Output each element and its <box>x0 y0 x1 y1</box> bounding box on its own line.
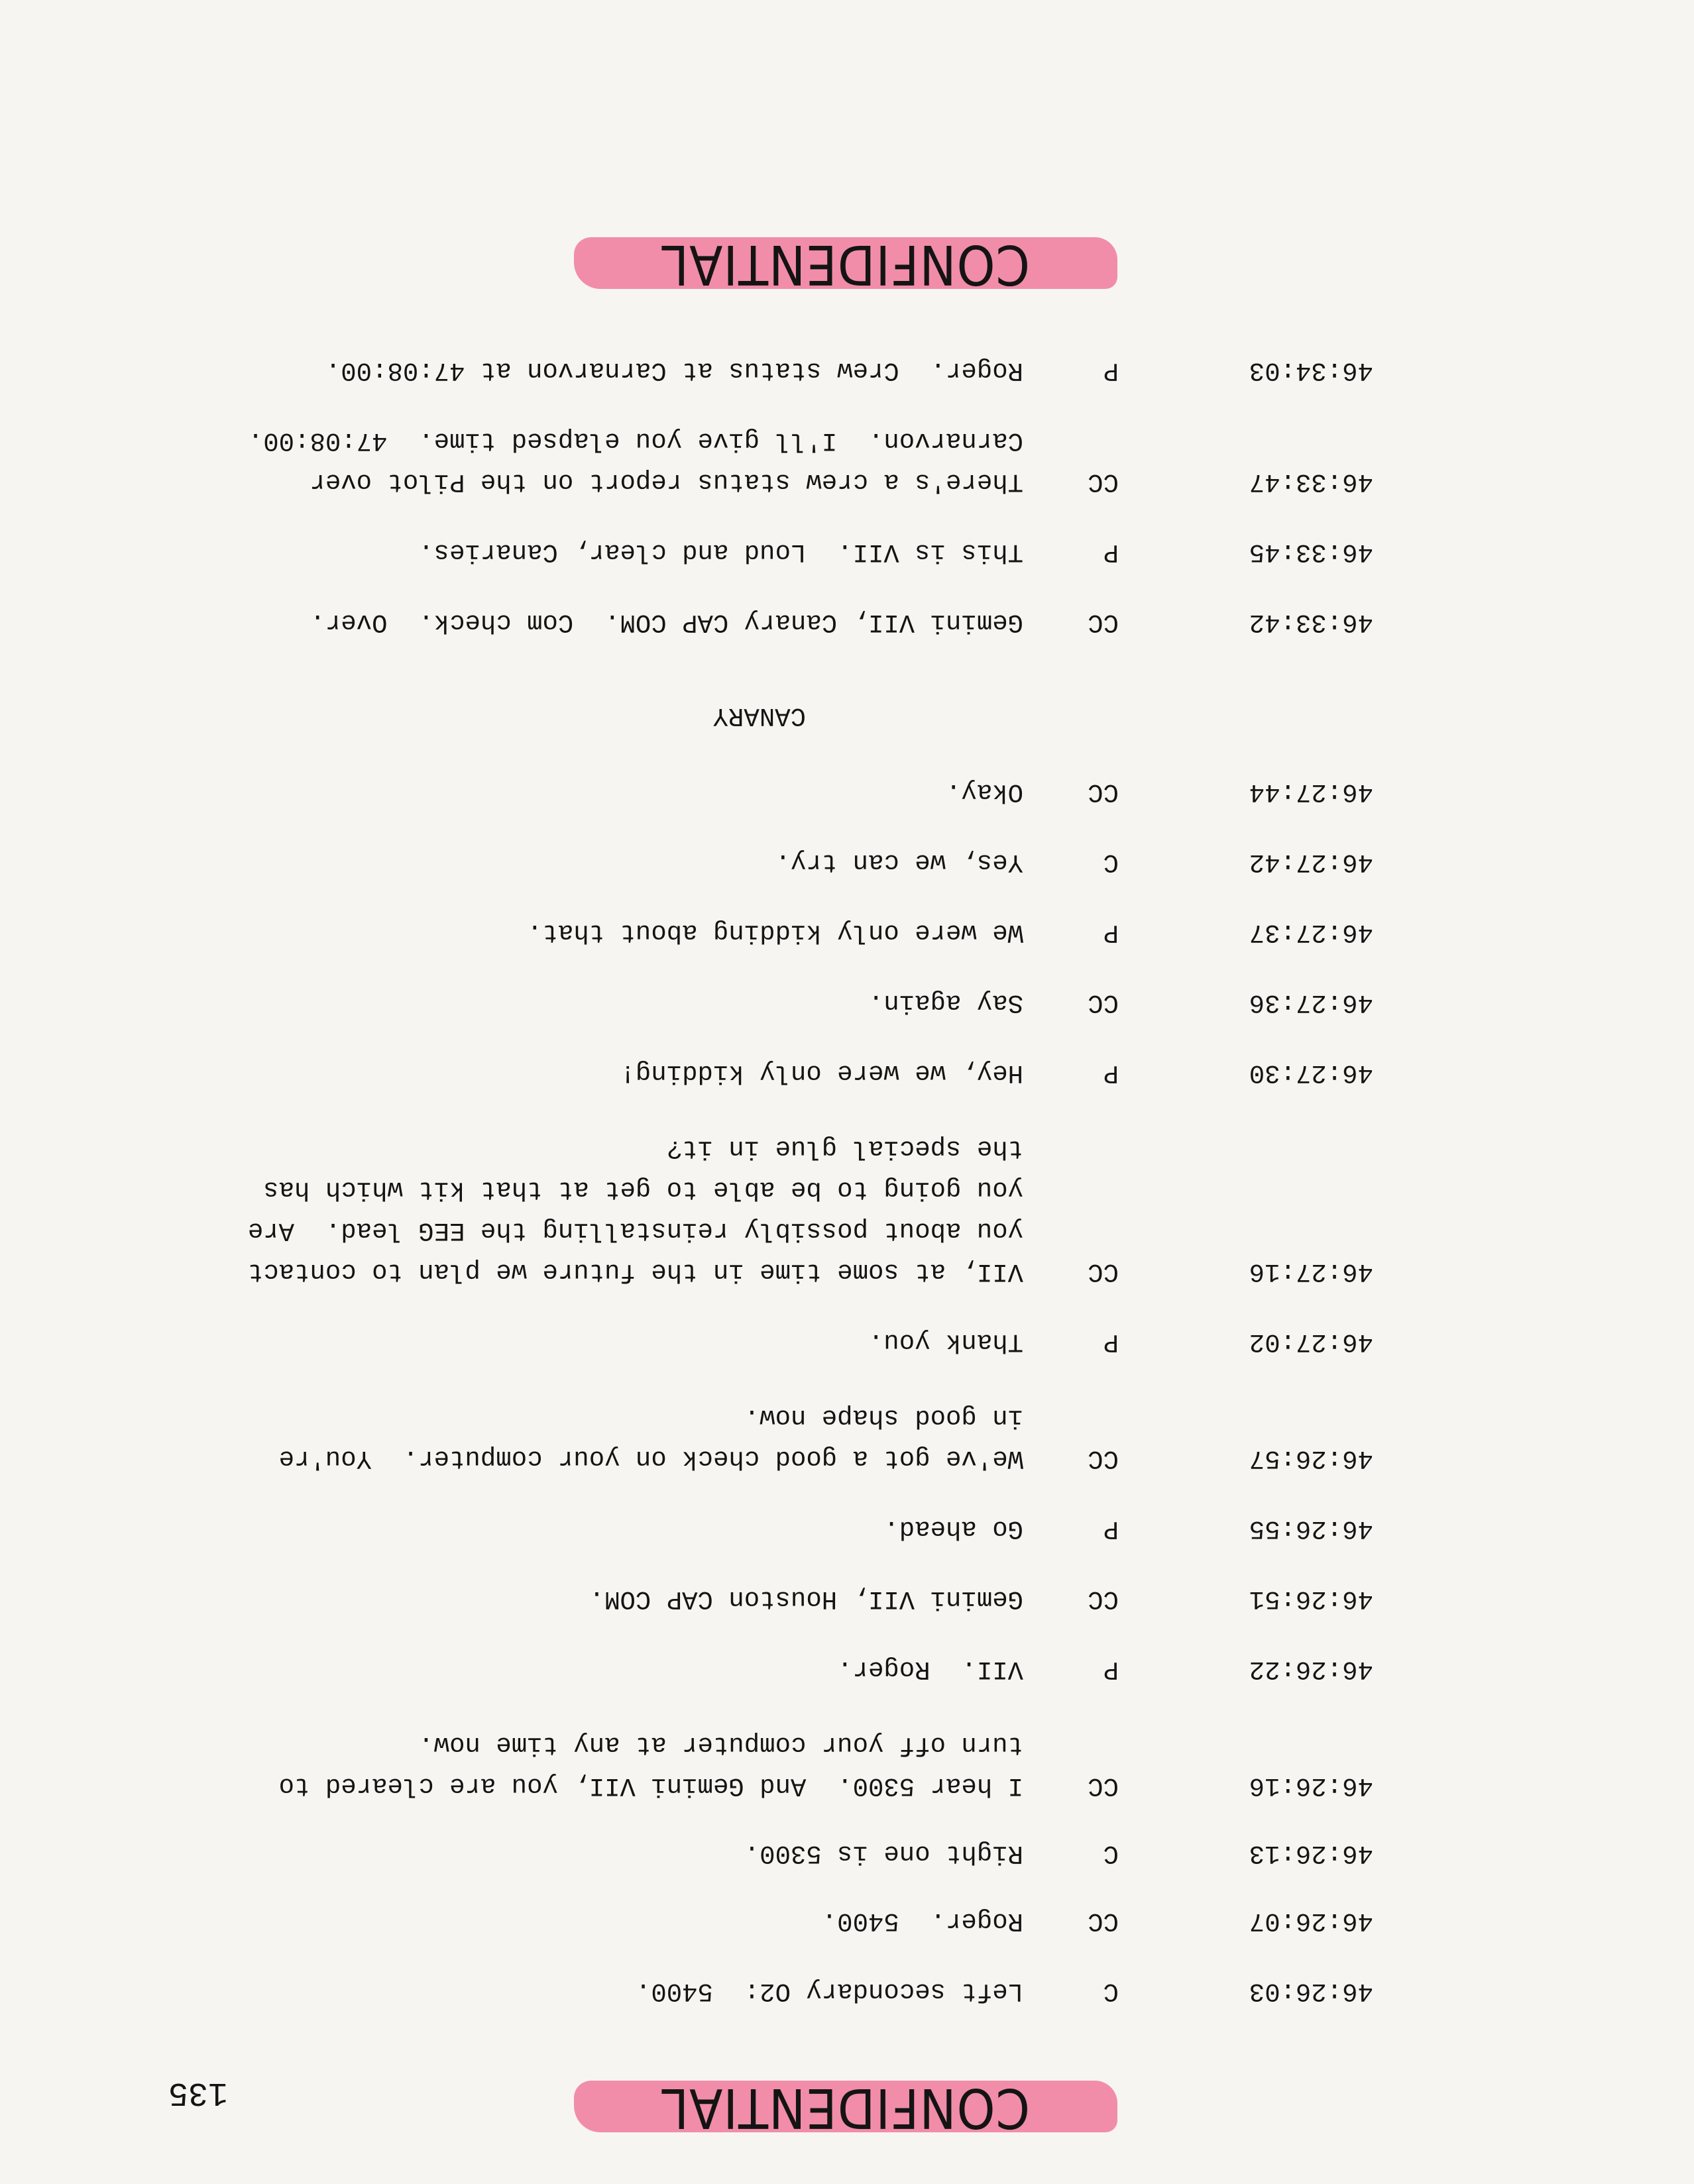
dialogue-line: turn off your computer at any time now. <box>418 1730 1023 1759</box>
speaker-code: CC <box>1088 777 1119 806</box>
speaker-code: P <box>1103 918 1119 947</box>
dialogue-line: Gemini VII, Houston CAP COM. <box>589 1584 1023 1613</box>
elapsed-time: 46:26:57 <box>1249 1444 1373 1473</box>
elapsed-time: 46:26:03 <box>1249 1977 1373 2006</box>
dialogue-line: I hear 5300. And Gemini VII, you are cleared to <box>278 1771 1023 1800</box>
speaker-code: P <box>1103 356 1119 385</box>
dialogue-line: you going to be able to get at that kit which has <box>263 1175 1023 1204</box>
speaker-code: P <box>1103 1514 1119 1543</box>
dialogue-line: We were only kidding about that. <box>527 918 1023 947</box>
speaker-code: CC <box>1088 988 1119 1017</box>
confidential-stamp-bottom <box>567 228 1124 301</box>
elapsed-time: 46:27:30 <box>1249 1058 1373 1087</box>
speaker-code: CC <box>1088 1444 1119 1473</box>
dialogue-line: This is VII. Loud and clear, Canaries. <box>418 537 1023 567</box>
elapsed-time: 46:26:16 <box>1249 1771 1373 1800</box>
dialogue-text <box>69 350 1023 391</box>
dialogue-line: Roger. 5400. <box>821 1906 1023 1936</box>
elapsed-time: 46:27:16 <box>1249 1257 1373 1286</box>
elapsed-time: 46:33:47 <box>1249 467 1373 496</box>
dialogue-line: you about possibly reinstalling the EEG lead. Are <box>247 1216 1023 1245</box>
dialogue-text <box>69 982 1023 1023</box>
elapsed-time: 46:26:13 <box>1249 1839 1373 1868</box>
dialogue-text <box>69 1508 1023 1549</box>
section-heading-canary: CANARY <box>712 701 806 730</box>
speaker-code: C <box>1103 847 1119 877</box>
dialogue-line: Say again. <box>868 988 1023 1017</box>
speaker-code: C <box>1103 1977 1119 2006</box>
speaker-code: P <box>1103 1058 1119 1087</box>
dialogue-text <box>69 1724 1023 1806</box>
elapsed-time: 46:33:45 <box>1249 537 1373 567</box>
dialogue-line: VII, at some time in the future we plan to contact <box>247 1257 1023 1286</box>
dialogue-text <box>69 602 1023 643</box>
dialogue-line: Go ahead. <box>883 1514 1023 1543</box>
elapsed-time: 46:27:44 <box>1249 777 1373 806</box>
dialogue-line: Carnarvon. I'll give you elapsed time. 47:08:00. <box>247 426 1023 455</box>
speaker-code: CC <box>1088 1257 1119 1286</box>
dialogue-line: Right one is 5300. <box>744 1839 1023 1868</box>
page-number: 135 <box>168 2073 228 2111</box>
dialogue-line: We've got a good check on your computer. You're <box>278 1444 1023 1473</box>
speaker-code: CC <box>1088 608 1119 637</box>
dialogue-line: Thank you. <box>868 1327 1023 1356</box>
elapsed-time: 46:27:36 <box>1249 988 1373 1017</box>
elapsed-time: 46:33:42 <box>1249 608 1373 637</box>
dialogue-line: Okay. <box>945 777 1023 806</box>
elapsed-time: 46:34:03 <box>1249 356 1373 385</box>
dialogue-line: Left secondary O2: 5400. <box>635 1977 1023 2006</box>
elapsed-time: 46:26:55 <box>1249 1514 1373 1543</box>
elapsed-time: 46:26:22 <box>1249 1655 1373 1684</box>
dialogue-text <box>69 842 1023 883</box>
elapsed-time: 46:26:07 <box>1249 1906 1373 1936</box>
dialogue-text <box>69 912 1023 953</box>
dialogue-text <box>69 1833 1023 1874</box>
dialogue-text <box>69 1052 1023 1093</box>
dialogue-line: There's a crew status report on the Pilot over <box>310 467 1023 496</box>
dialogue-text <box>69 1900 1023 1941</box>
elapsed-time: 46:27:37 <box>1249 918 1373 947</box>
speaker-code: P <box>1103 1655 1119 1684</box>
stamp-text: CONFIDENTIAL <box>661 233 1031 296</box>
dialogue-text <box>69 1578 1023 1619</box>
elapsed-time: 46:27:42 <box>1249 847 1373 877</box>
dialogue-line: Gemini VII, Canary CAP COM. Com check. Over. <box>310 608 1023 637</box>
elapsed-time: 46:26:51 <box>1249 1584 1373 1613</box>
confidential-stamp-top <box>567 2071 1124 2144</box>
dialogue-text <box>69 1321 1023 1362</box>
speaker-code: P <box>1103 1327 1119 1356</box>
dialogue-line: in good shape now. <box>744 1403 1023 1432</box>
speaker-code: C <box>1103 1839 1119 1868</box>
dialogue-line: Hey, we were only kidding! <box>620 1058 1023 1087</box>
speaker-code: CC <box>1088 1584 1119 1613</box>
dialogue-line: Yes, we can try. <box>775 847 1023 877</box>
elapsed-time: 46:27:02 <box>1249 1327 1373 1356</box>
dialogue-text <box>69 1649 1023 1690</box>
dialogue-text <box>69 420 1023 502</box>
dialogue-text <box>69 1128 1023 1292</box>
speaker-code: CC <box>1088 467 1119 496</box>
speaker-code: CC <box>1088 1771 1119 1800</box>
dialogue-text <box>69 531 1023 573</box>
dialogue-line: VII. Roger. <box>837 1655 1023 1684</box>
dialogue-text <box>69 1397 1023 1479</box>
dialogue-text <box>69 1971 1023 2012</box>
dialogue-line: Roger. Crew status at Carnarvon at 47:08:00. <box>325 356 1023 385</box>
speaker-code: CC <box>1088 1906 1119 1936</box>
dialogue-text <box>69 771 1023 812</box>
dialogue-line: the special glue in it? <box>666 1134 1023 1163</box>
speaker-code: P <box>1103 537 1119 567</box>
stamp-text: CONFIDENTIAL <box>661 2076 1031 2140</box>
